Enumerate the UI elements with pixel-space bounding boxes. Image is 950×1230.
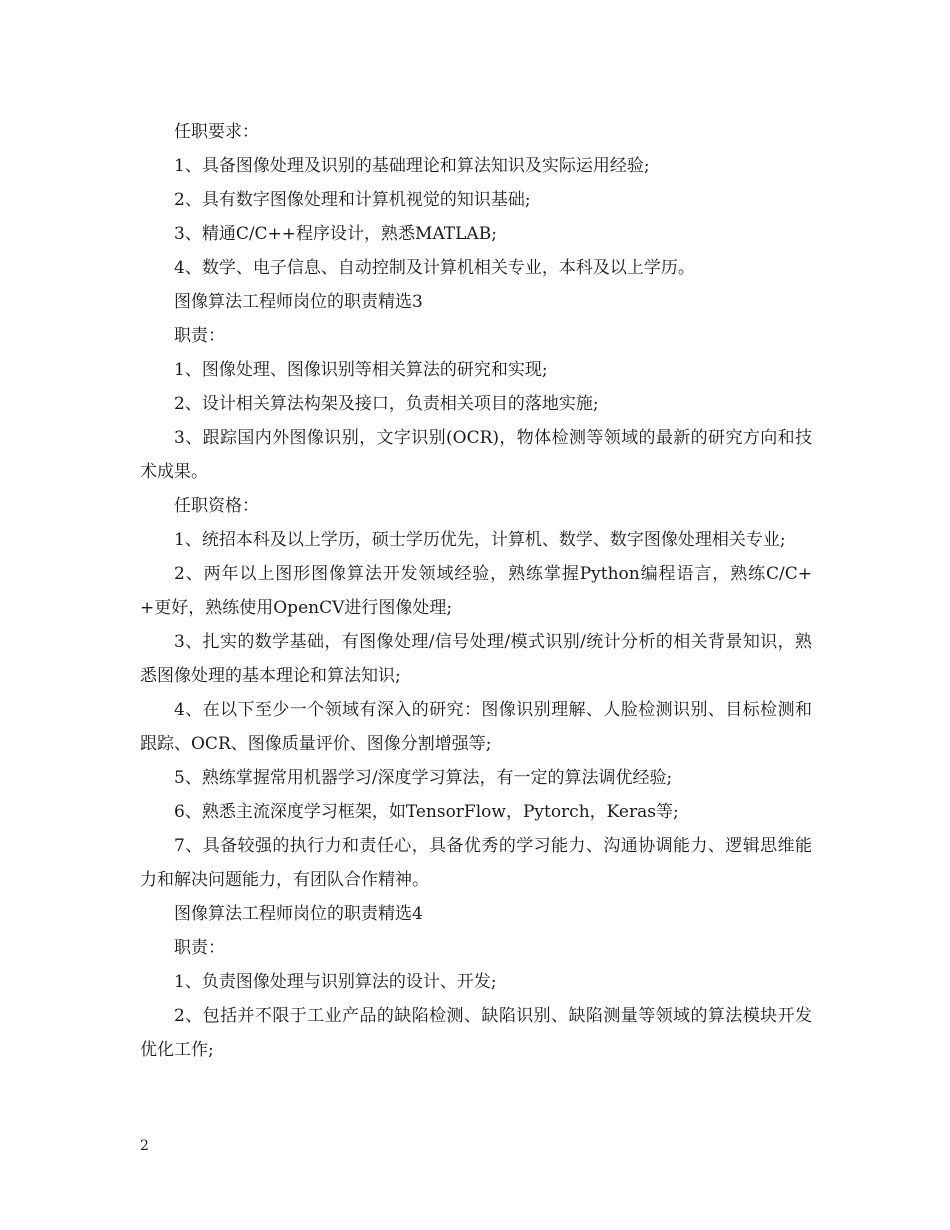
section-title-4: 图像算法工程师岗位的职责精选4	[174, 904, 423, 924]
qualification-item-6: 6、熟悉主流深度学习框架，如TensorFlow，Pytorch，Keras等;	[174, 802, 679, 822]
qualification-item-5: 5、熟练掌握常用机器学习/深度学习算法，有一定的算法调优经验;	[174, 768, 673, 788]
qualification-item-1: 1、统招本科及以上学历，硕士学历优先，计算机、数学、数字图像处理相关专业;	[174, 530, 786, 550]
page-number: 2	[140, 1138, 149, 1154]
qualification-item-7: 7、具备较强的执行力和责任心，具备优秀的学习能力、沟通协调能力、逻辑思维能力和解决问题能力，有团队合作精神。	[140, 836, 812, 890]
duty-item-1: 1、图像处理、图像识别等相关算法的研究和实现;	[174, 360, 548, 380]
duties-heading: 职责：	[174, 326, 225, 346]
requirement-item-4: 4、数学、电子信息、自动控制及计算机相关专业，本科及以上学历。	[174, 258, 695, 278]
document-body	[140, 115, 812, 1067]
requirement-item-2: 2、具有数字图像处理和计算机视觉的知识基础;	[174, 190, 531, 210]
qualification-item-3: 3、扎实的数学基础，有图像处理/信号处理/模式识别/统计分析的相关背景知识，熟悉图像处理的基本理论和算法知识;	[140, 632, 812, 686]
requirement-item-1: 1、具备图像处理及识别的基础理论和算法知识及实际运用经验;	[174, 156, 650, 176]
requirements-heading: 任职要求：	[174, 122, 259, 142]
section-title-3: 图像算法工程师岗位的职责精选3	[174, 292, 423, 312]
duty-item-2: 2、设计相关算法构架及接口，负责相关项目的落地实施;	[174, 394, 599, 414]
duty-item-4-1: 1、负责图像处理与识别算法的设计、开发;	[174, 972, 497, 992]
qualification-item-4: 4、在以下至少一个领域有深入的研究：图像识别理解、人脸检测识别、目标检测和跟踪、OCR、图像质量评价、图像分割增强等;	[140, 700, 812, 754]
duties-heading-4: 职责：	[174, 938, 225, 958]
requirement-item-3: 3、精通C/C++程序设计，熟悉MATLAB;	[174, 224, 497, 244]
qualifications-heading: 任职资格：	[174, 496, 259, 516]
qualification-item-2: 2、两年以上图形图像算法开发领域经验，熟练掌握Python编程语言，熟练C/C++更好，熟练使用OpenCV进行图像处理;	[140, 564, 812, 618]
duty-item-4-2: 2、包括并不限于工业产品的缺陷检测、缺陷识别、缺陷测量等领域的算法模块开发优化工作;	[140, 1006, 812, 1060]
duty-item-3: 3、跟踪国内外图像识别，文字识别(OCR)，物体检测等领域的最新的研究方向和技术成果。	[140, 428, 812, 482]
